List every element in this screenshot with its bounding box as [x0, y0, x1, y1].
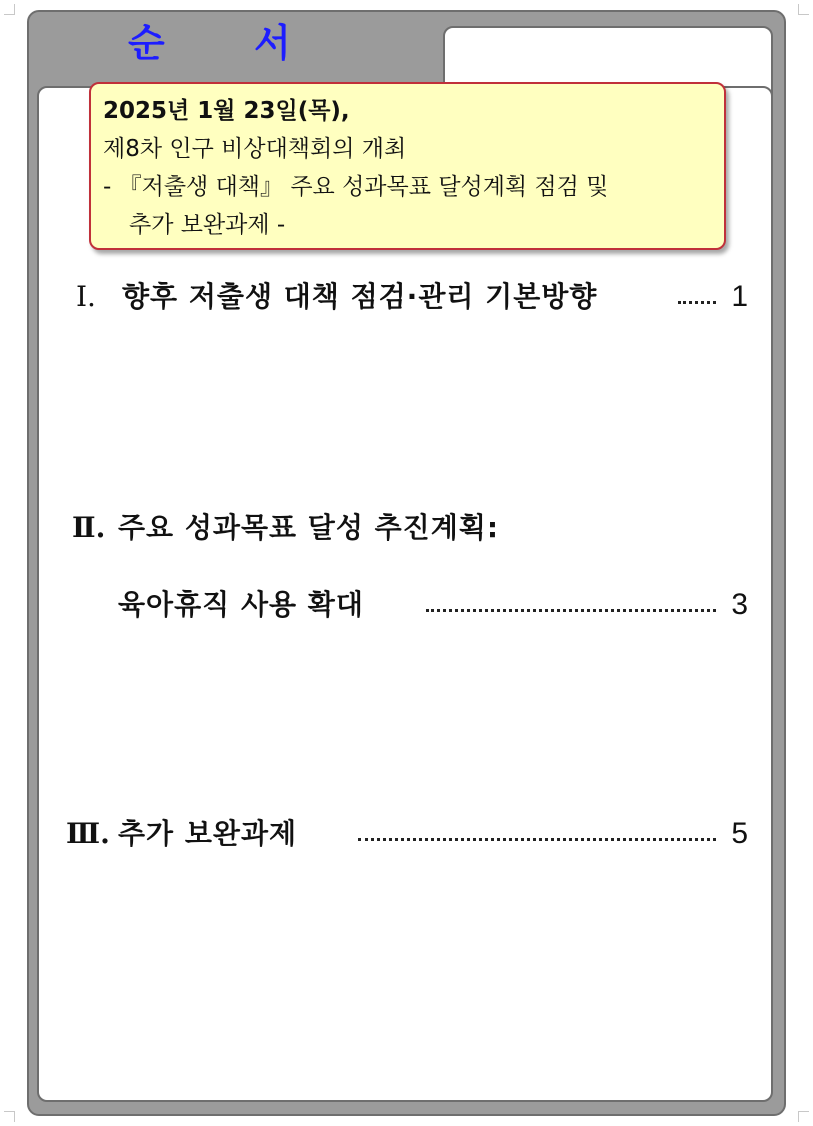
toc-label: 주요 성과목표 달성 추진계획: — [118, 511, 500, 544]
toc-leader-dots — [426, 609, 716, 612]
toc-entry-2[interactable] — [66, 506, 748, 550]
toc-numeral: Ⅰ. — [76, 280, 96, 313]
crop-mark-top-right — [798, 4, 809, 15]
toc-label: 향후 저출생 대책 점검·관리 기본방향 — [122, 280, 598, 313]
meeting-callout — [89, 82, 726, 250]
toc-label-continued: 육아휴직 사용 확대 — [118, 588, 364, 621]
toc-leader-dots — [358, 838, 716, 841]
toc-numeral: Ⅲ. — [66, 817, 110, 850]
toc-page-number: 5 — [731, 817, 748, 850]
callout-subtitle-line2: 추가 보완과제 - — [129, 212, 286, 238]
toc-leader-dots — [678, 301, 716, 304]
callout-date: 2025년 1월 23일(목), — [103, 98, 350, 124]
callout-subtitle-line1: - 『저출생 대책』 주요 성과목표 달성계획 점검 및 — [103, 174, 609, 200]
toc-entry-1[interactable] — [66, 275, 748, 319]
toc-page-number: 1 — [731, 280, 748, 313]
crop-mark-bottom-left — [4, 1111, 15, 1122]
crop-mark-top-left — [4, 4, 15, 15]
page-title: 순 서 — [128, 21, 329, 65]
crop-mark-bottom-right — [798, 1111, 809, 1122]
toc-entry-2-cont[interactable] — [66, 583, 748, 627]
toc-label: 추가 보완과제 — [118, 817, 298, 850]
toc-page-number: 3 — [731, 588, 748, 621]
callout-meeting: 제8차 인구 비상대책회의 개최 — [103, 136, 407, 162]
toc-entry-3[interactable] — [66, 812, 748, 856]
toc-numeral: Ⅱ. — [72, 511, 106, 544]
